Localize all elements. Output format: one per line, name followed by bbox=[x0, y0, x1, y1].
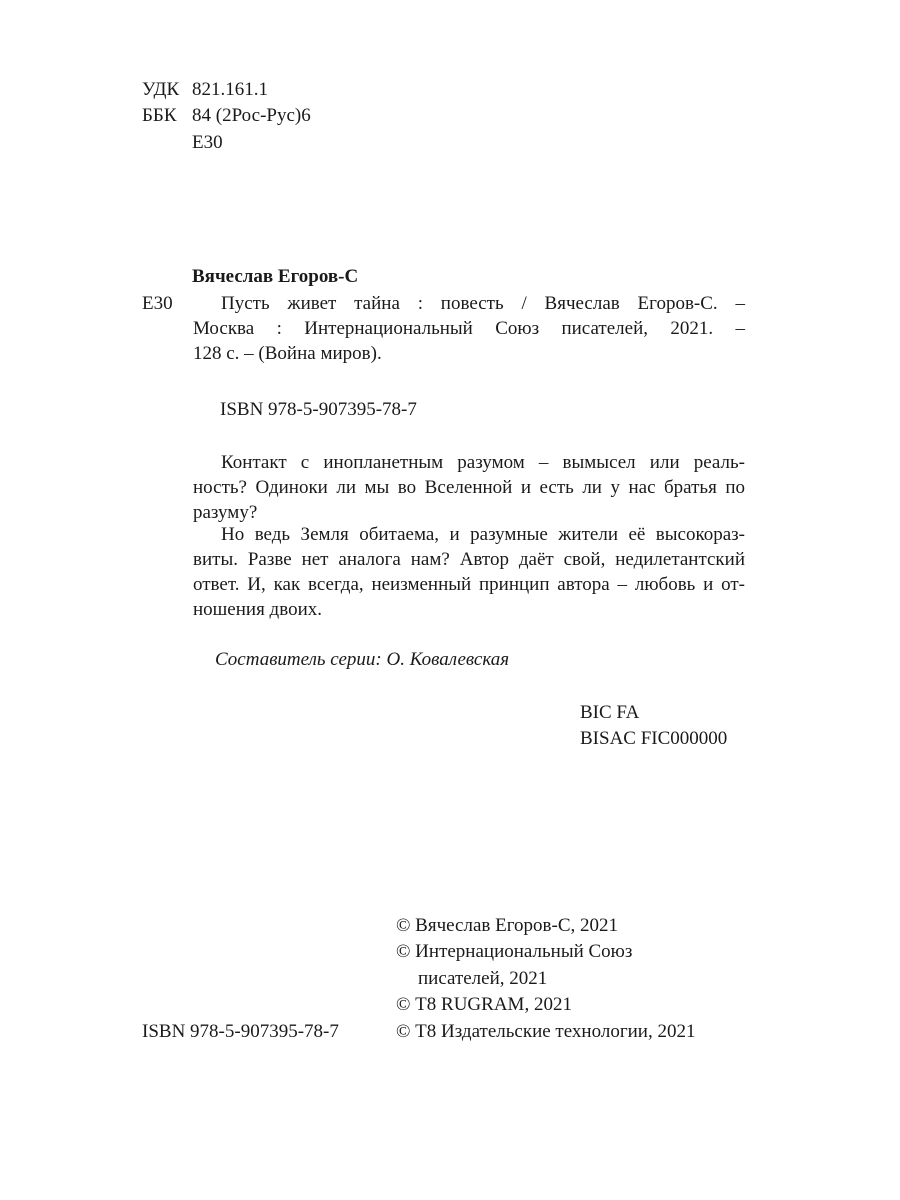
copyright-line-2: © Интернациональный Союз bbox=[396, 941, 633, 962]
annotation-p1-line-1: Контакт с инопланетным разумом – вымысел или реаль- bbox=[221, 452, 745, 473]
description-line-2: Москва : Интернациональный Союз писателей, 2021. – bbox=[193, 318, 745, 339]
annotation-p1-line-2: ность? Одиноки ли мы во Вселенной и есть ли у нас братья по bbox=[193, 477, 745, 498]
udk-label: УДК bbox=[142, 79, 180, 100]
udk-value: 821.161.1 bbox=[192, 79, 268, 100]
bibliographic-description bbox=[193, 291, 745, 366]
bbk-row bbox=[142, 103, 311, 128]
copyright-line-4: © Т8 RUGRAM, 2021 bbox=[396, 994, 572, 1015]
author-heading: Вячеслав Егоров-С bbox=[192, 266, 359, 287]
annotation-p2-line-4: ношения двоих. bbox=[193, 599, 322, 620]
series-editor: Составитель серии: О. Ковалевская bbox=[215, 649, 510, 670]
bisac-code: BISAC FIC000000 bbox=[580, 728, 728, 749]
udk-row bbox=[142, 77, 268, 102]
isbn-record: ISBN 978-5-907395-78-7 bbox=[220, 399, 417, 420]
copyright-line-5: © Т8 Издательские технологии, 2021 bbox=[396, 1021, 696, 1042]
description-line-3: 128 с. – (Война миров). bbox=[193, 343, 382, 364]
annotation-paragraph-2 bbox=[193, 522, 745, 622]
bic-code: BIC FA bbox=[580, 702, 640, 723]
isbn-bottom: ISBN 978-5-907395-78-7 bbox=[142, 1021, 339, 1042]
annotation-p2-line-2: виты. Разве нет аналога нам? Автор даёт свой, недилетантский bbox=[193, 549, 745, 570]
author-mark-side: Е30 bbox=[142, 293, 173, 314]
annotation-p2-line-1: Но ведь Земля обитаема, и разумные жители её высокораз- bbox=[221, 524, 745, 545]
bbk-label: ББК bbox=[142, 105, 177, 126]
copyright-line-1: © Вячеслав Егоров-С, 2021 bbox=[396, 915, 619, 936]
copyright-line-3: писателей, 2021 bbox=[418, 968, 548, 989]
author-mark-top: Е30 bbox=[192, 132, 223, 153]
bbk-value: 84 (2Рос-Рус)6 bbox=[192, 105, 311, 126]
description-line-1: Пусть живет тайна : повесть / Вячеслав Егоров-С. – bbox=[221, 293, 745, 314]
annotation-paragraph-1 bbox=[193, 450, 745, 525]
annotation-p1-line-3: разуму? bbox=[193, 502, 258, 523]
annotation-p2-line-3: ответ. И, как всегда, неизменный принцип автора – любовь и от- bbox=[193, 574, 745, 595]
